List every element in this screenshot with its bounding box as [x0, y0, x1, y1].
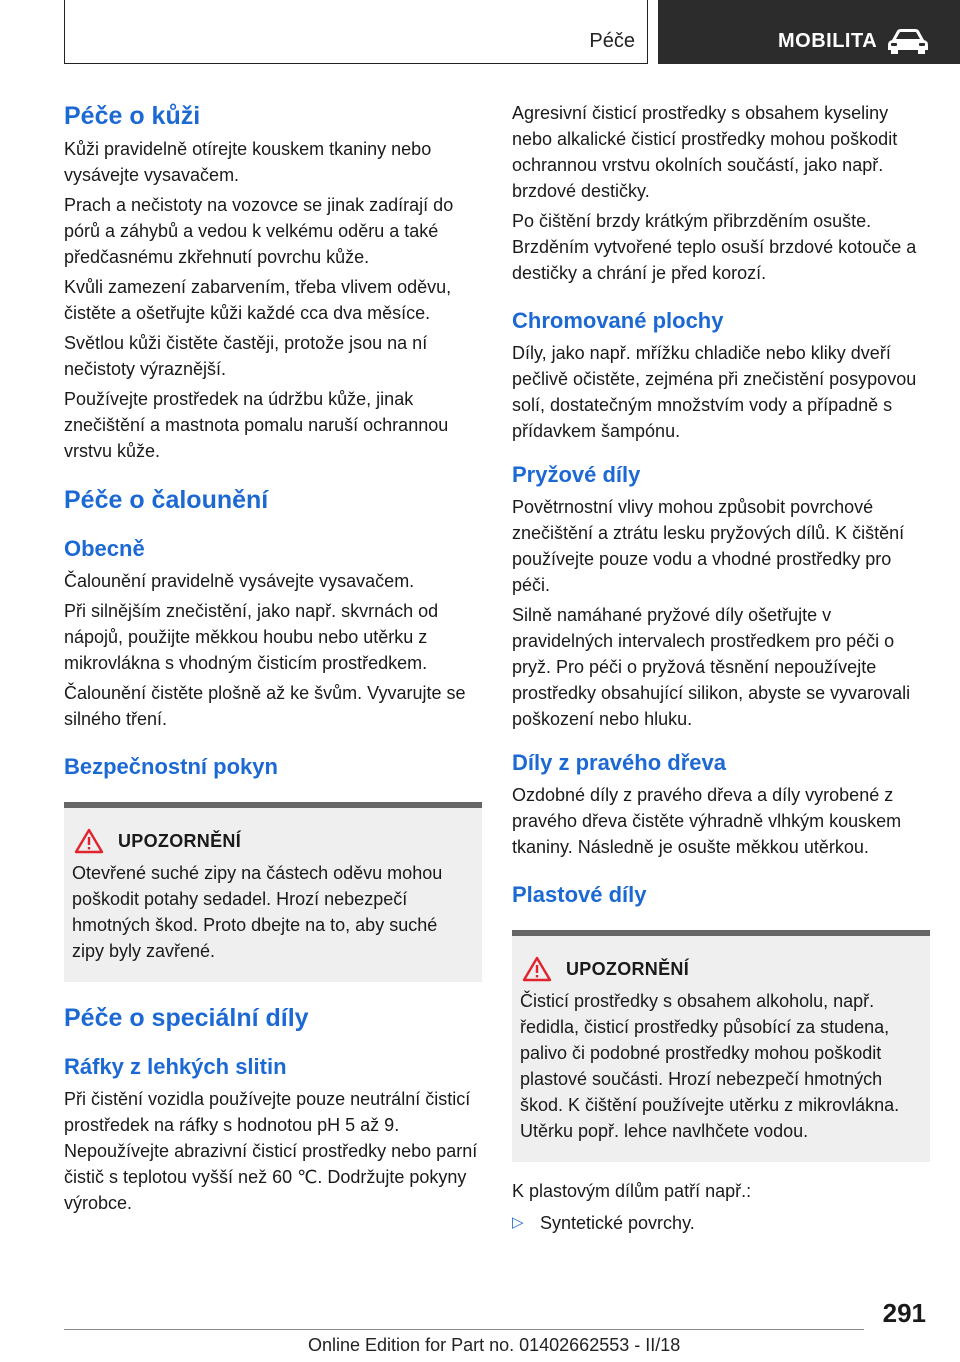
paragraph: Při čistění vozidla používejte pouze neutrální čisticí prostředek na ráfky s hodnotou pH 5 až 9. Nepoužívejte abrazivní čisticí prostředky nebo parní čistič s teplotou vyšší než 60 ℃. Dodržujte pokyny výrobce.	[64, 1089, 478, 1213]
heading-rubber-parts: Pryžové díly	[512, 462, 641, 487]
paragraph: Čalounění čistěte plošně až ke švům. Vyvarujte se silného tření.	[64, 683, 466, 729]
warning-title: UPOZORNĚNÍ	[566, 958, 690, 979]
warning-text: Čisticí prostředky s obsahem alkoholu, např. ředidla, čisticí prostředky působící za studena, palivo či podobné prostředky mohou poškodit plastové součásti. Hrozí nebezpečí hmotných škod. K čištění používejte utěrku z mikrovlákna. Utěrku popř. lehce navlhčete vodou.	[520, 991, 900, 1141]
header-section-title: Péče	[589, 30, 635, 52]
paragraph: Silně namáhané pryžové díly ošetřujte v pravidelných intervalech prostředkem pro péči o pryž. Pro péči o pryžová těsnění nepoužívejte prostředky obsahující silikon, abyste se vyvarovali poškození nebo hluku.	[512, 605, 911, 729]
heading-safety-note: Bezpečnostní pokyn	[64, 754, 278, 779]
heading-general: Obecně	[64, 536, 145, 561]
header-section-box	[64, 0, 648, 64]
heading-plastic-parts: Plastové díly	[512, 882, 647, 907]
paragraph: Ozdobné díly z pravého dřeva a díly vyrobené z pravého dřeva čistěte výhradně vlhkým kouskem tkaniny. Následně je osušte měkkou utěrkou.	[512, 785, 902, 857]
heading-alloy-rims: Ráfky z lehkých slitin	[64, 1054, 287, 1079]
heading-real-wood-parts: Díly z pravého dřeva	[512, 750, 726, 775]
list-item	[512, 1210, 930, 1236]
warning-title: UPOZORNĚNÍ	[118, 830, 242, 851]
paragraph: Používejte prostředek na údržbu kůže, jinak znečištění a mastnota pomalu naruší ochrannou vrstvu kůže.	[64, 389, 449, 461]
footer-divider	[64, 1329, 864, 1330]
heading-chrome-surfaces: Chromované plochy	[512, 308, 724, 333]
page-number: 291	[882, 1298, 926, 1328]
right-column	[512, 100, 930, 1236]
paragraph: K plastovým dílům patří např.:	[512, 1181, 752, 1201]
paragraph: Čalounění pravidelně vysávejte vysavačem.	[64, 571, 415, 591]
left-column	[64, 100, 482, 1216]
paragraph: Po čištění brzdy krátkým přibrzděním osušte. Brzděním vytvořené teplo osuší brzdové kotouče a destičky a chrání je před korozí.	[512, 211, 917, 283]
bullet-triangle-icon: ▷	[512, 1214, 524, 1231]
paragraph: Při silnějším znečistění, jako např. skvrnách od nápojů, použijte měkkou houbu nebo utěrku z mikrovlákna s vhodným čisticím prostředkem.	[64, 601, 439, 673]
footer-edition: Online Edition for Part no. 01402662553 - II/18	[308, 1335, 681, 1355]
paragraph: Povětrnostní vlivy mohou způsobit povrchové znečištění a ztrátu lesku pryžových dílů. K čištění používejte pouze vodu a vhodné prostředky pro péči.	[512, 497, 905, 595]
heading-upholstery-care: Péče o čalounění	[64, 486, 269, 514]
paragraph: Kvůli zamezení zabarvením, třeba vlivem oděvu, čistěte a ošetřujte kůži každé cca dva měsíce.	[64, 277, 452, 323]
car-icon	[886, 26, 930, 56]
heading-leather-care: Péče o kůži	[64, 102, 201, 130]
heading-special-parts: Péče o speciální díly	[64, 1004, 309, 1032]
paragraph: Kůži pravidelně otírejte kouskem tkaniny nebo vysávejte vysavačem.	[64, 139, 432, 185]
header-chapter-title: MOBILITA	[778, 30, 878, 52]
paragraph: Prach a nečistoty na vozovce se jinak zadírají do pórů a záhybů a vedou k velkému oděru a také předčasnému zkřehnutí povrchu kůže.	[64, 195, 454, 267]
list-item-text: Syntetické povrchy.	[540, 1213, 695, 1233]
header-chapter-box	[658, 0, 960, 64]
warning-text: Otevřené suché zipy na částech oděvu mohou poškodit potahy sedadel. Hrozí nebezpečí hmotných škod. Proto dbejte na to, aby suché zipy byly zavřené.	[72, 863, 443, 961]
paragraph: Světlou kůži čistěte častěji, protože jsou na ní nečistoty výraznější.	[64, 333, 428, 379]
warning-triangle-icon	[74, 828, 104, 854]
warning-triangle-icon	[522, 956, 552, 982]
paragraph: Agresivní čisticí prostředky s obsahem kyseliny nebo alkalické čisticí prostředky mohou poškodit ochrannou vrstvu okolních součástí, jako např. brzdové destičky.	[512, 103, 898, 201]
warning-box	[512, 930, 930, 1162]
warning-box	[64, 802, 482, 982]
paragraph: Díly, jako např. mřížku chladiče nebo kliky dveří pečlivě očistěte, zejména při znečistění posypovou solí, dostatečným množstvím vody a případně s přídavkem šampónu.	[512, 343, 917, 441]
